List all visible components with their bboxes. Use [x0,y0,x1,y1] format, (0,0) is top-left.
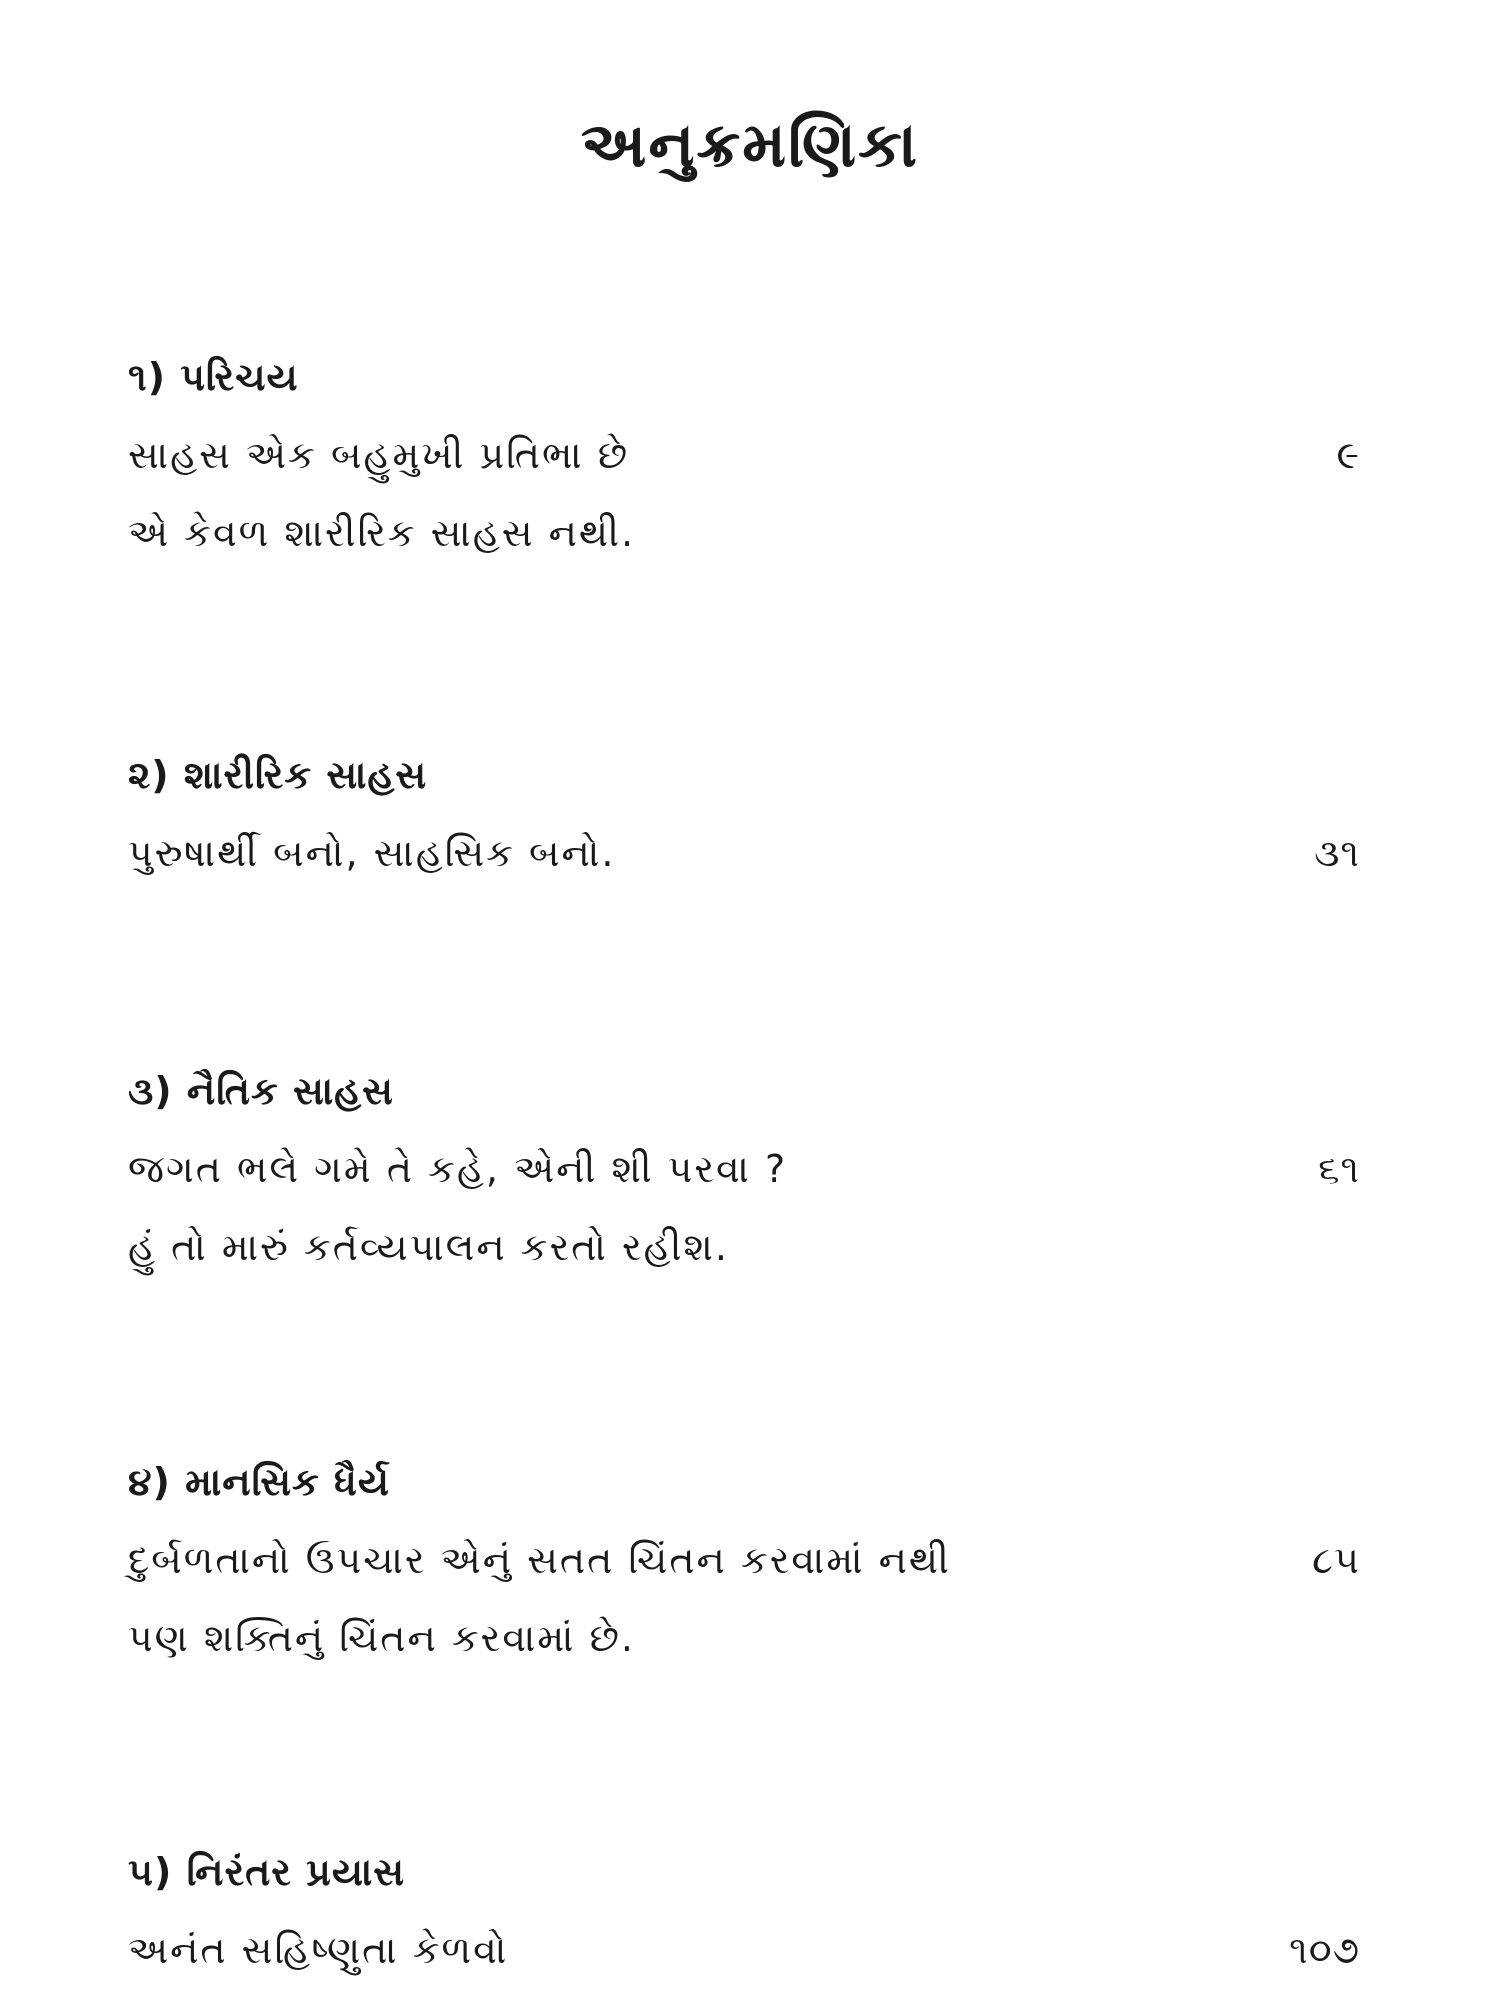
entry-text: સાહસ એક બહુમુખી પ્રતિભા છે [128,433,630,477]
toc-entry-line [128,1599,1360,1677]
page-number: ૩૧ [1314,831,1360,875]
entry-text: એ કેવળ શારીરિક સાહસ નથી. [128,511,636,555]
entry-text: અનંત સહિષ્ણુતા કેળવો [128,1928,509,1972]
page-number: ૯ [1336,433,1360,477]
entry-text: જગત ભલે ગમે તે કહે, એની શી પરવા ? [128,1147,788,1191]
section-heading: ૧) પરિચય [128,355,299,399]
entry-text: દુર્બળતાનો ઉપચાર એનું સતત ચિંતન કરવામાં નથી [128,1538,951,1582]
toc-entry-line [128,1208,1360,1286]
toc-section [128,338,1360,572]
section-heading: ૫) નિરંતર પ્રયાસ [128,1850,406,1894]
toc-entry-line [128,1521,1360,1599]
toc-section [128,1443,1360,1677]
toc-entry-line [128,1911,1360,1989]
page-number: ૮૫ [1312,1538,1360,1582]
page-number: ૧૦૭ [1289,1928,1360,1972]
toc-section [128,736,1360,892]
toc-entry-line [128,494,1360,572]
entry-text: હું તો મારું કર્તવ્યપાલન કરતો રહીશ. [128,1225,729,1269]
entry-text: પણ શક્તિનું ચિંતન કરવામાં છે. [128,1616,635,1660]
entry-text: પુરુષાર્થી બનો, સાહસિક બનો. [128,831,616,875]
toc-entry-line [128,814,1360,892]
toc-entry-line [128,416,1360,494]
section-heading: ૩) નૈતિક સાહસ [128,1069,394,1113]
section-heading: ૨) શારીરિક સાહસ [128,753,428,797]
section-heading: ૪) માનસિક ધૈર્ય [128,1460,390,1504]
page-title: અનુક્રમણિકા [580,108,920,181]
toc-entry-line [128,1130,1360,1208]
toc-section [128,1052,1360,1286]
toc-section [128,1833,1360,1989]
page-number: ૬૧ [1318,1147,1360,1191]
